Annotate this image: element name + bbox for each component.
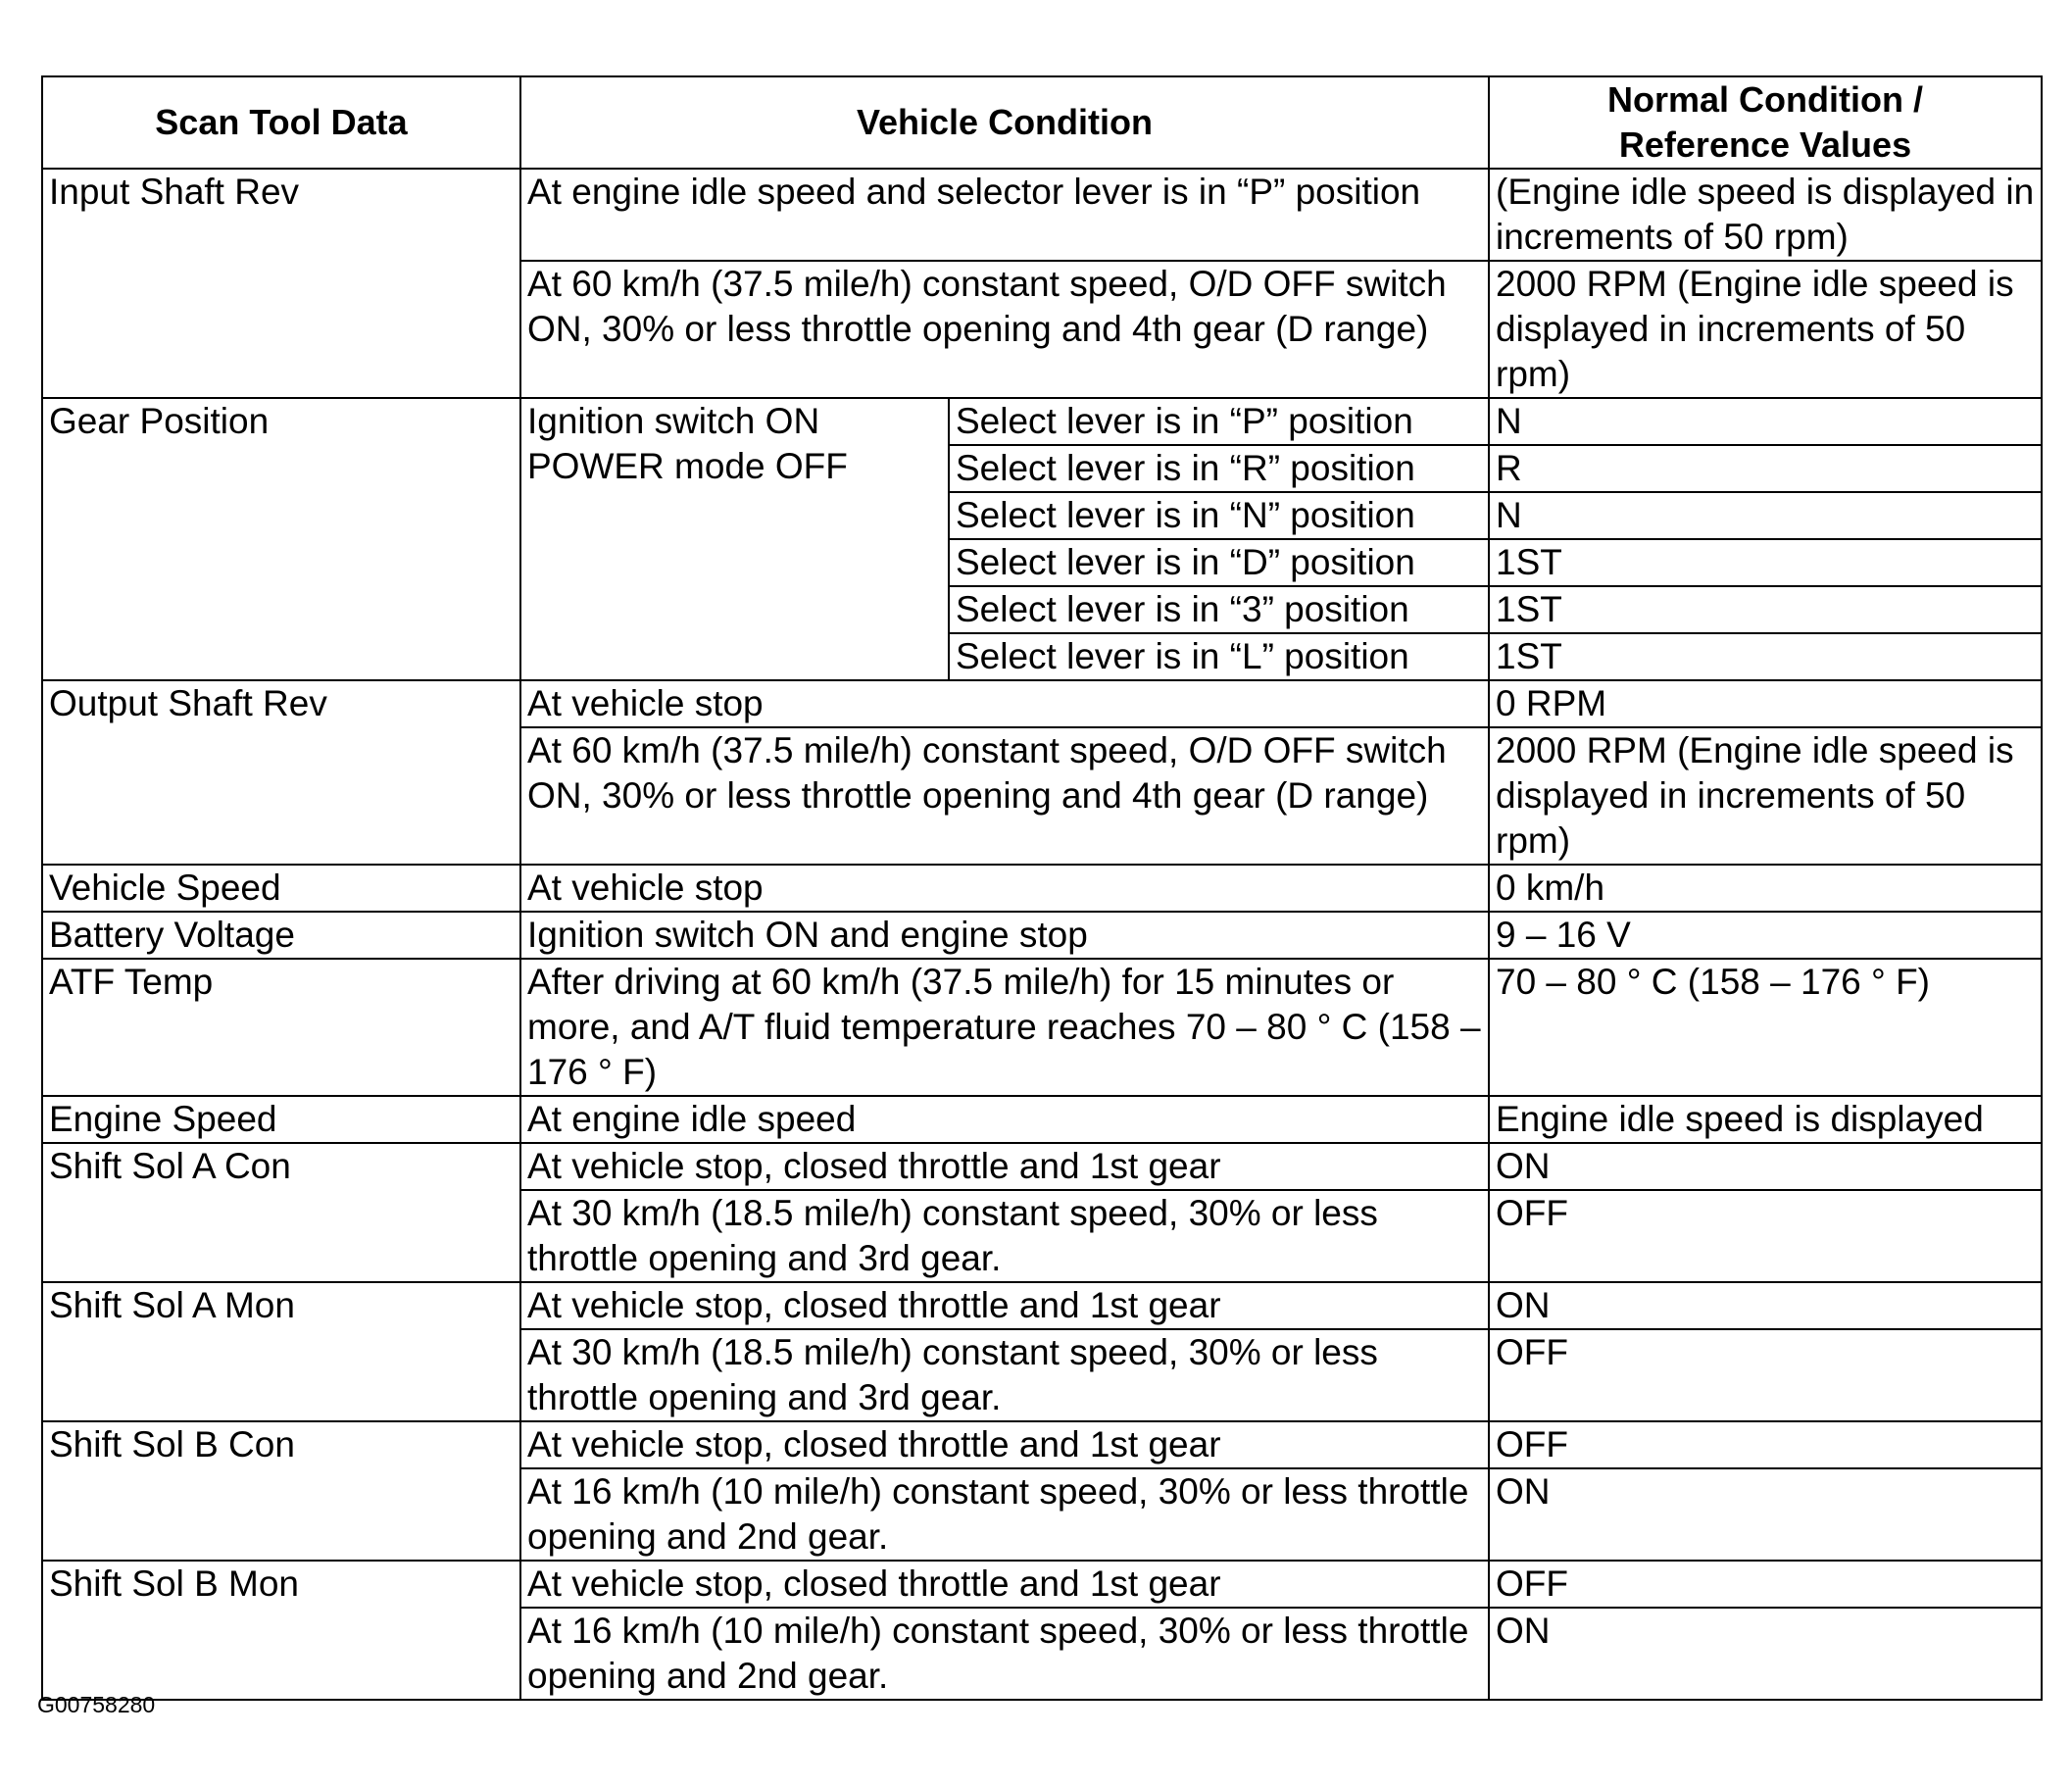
- value-cell: 2000 RPM (Engine idle speed is displayed in increments of 50 rpm): [1489, 261, 2042, 398]
- row-label-gear-position: Gear Position: [42, 398, 520, 680]
- condition-line: POWER mode OFF: [527, 446, 848, 486]
- subcondition-cell: Select lever is in “3” position: [949, 586, 1489, 633]
- value-cell: 2000 RPM (Engine idle speed is displayed in increments of 50 rpm): [1489, 727, 2042, 865]
- table-row: [42, 1561, 2042, 1608]
- condition-cell: At vehicle stop, closed throttle and 1st gear: [520, 1421, 1489, 1468]
- table-row: [42, 1421, 2042, 1468]
- table-row: [42, 865, 2042, 912]
- header-scan-tool-data: Scan Tool Data: [42, 76, 520, 169]
- row-label-shift-sol-b-mon: Shift Sol B Mon: [42, 1561, 520, 1700]
- condition-cell: At 16 km/h (10 mile/h) constant speed, 30% or less throttle opening and 2nd gear.: [520, 1468, 1489, 1561]
- value-cell: ON: [1489, 1608, 2042, 1700]
- value-cell: R: [1489, 445, 2042, 492]
- table-row: [42, 1096, 2042, 1143]
- value-cell: N: [1489, 398, 2042, 445]
- scan-tool-data-table: [41, 75, 2043, 1701]
- condition-cell: After driving at 60 km/h (37.5 mile/h) for 15 minutes or more, and A/T fluid temperature reaches 70 – 80 ° C (158 – 176 ° F): [520, 959, 1489, 1096]
- condition-cell: At engine idle speed: [520, 1096, 1489, 1143]
- row-label-battery-voltage: Battery Voltage: [42, 912, 520, 959]
- condition-cell: At 60 km/h (37.5 mile/h) constant speed, O/D OFF switch ON, 30% or less throttle opening and 4th gear (D range): [520, 261, 1489, 398]
- condition-cell: At vehicle stop: [520, 680, 1489, 727]
- subcondition-cell: Select lever is in “D” position: [949, 539, 1489, 586]
- subcondition-cell: Select lever is in “P” position: [949, 398, 1489, 445]
- row-label-engine-speed: Engine Speed: [42, 1096, 520, 1143]
- value-cell: OFF: [1489, 1421, 2042, 1468]
- table-row: [42, 169, 2042, 261]
- value-cell: 0 km/h: [1489, 865, 2042, 912]
- value-cell: 1ST: [1489, 633, 2042, 680]
- value-cell: OFF: [1489, 1190, 2042, 1282]
- condition-line: Ignition switch ON: [527, 401, 820, 441]
- table-row: [42, 398, 2042, 445]
- value-cell: ON: [1489, 1143, 2042, 1190]
- condition-cell: At 60 km/h (37.5 mile/h) constant speed, O/D OFF switch ON, 30% or less throttle opening and 4th gear (D range): [520, 727, 1489, 865]
- subcondition-cell: Select lever is in “R” position: [949, 445, 1489, 492]
- row-label-shift-sol-a-mon: Shift Sol A Mon: [42, 1282, 520, 1421]
- condition-cell: At 16 km/h (10 mile/h) constant speed, 30% or less throttle opening and 2nd gear.: [520, 1608, 1489, 1700]
- value-cell: N: [1489, 492, 2042, 539]
- row-label-shift-sol-b-con: Shift Sol B Con: [42, 1421, 520, 1561]
- value-cell: OFF: [1489, 1561, 2042, 1608]
- table-row: [42, 680, 2042, 727]
- value-cell: 1ST: [1489, 586, 2042, 633]
- table-row: [42, 1282, 2042, 1329]
- subcondition-cell: Select lever is in “L” position: [949, 633, 1489, 680]
- condition-cell: At vehicle stop, closed throttle and 1st gear: [520, 1143, 1489, 1190]
- row-label-output-shaft-rev: Output Shaft Rev: [42, 680, 520, 865]
- condition-cell: At vehicle stop, closed throttle and 1st gear: [520, 1561, 1489, 1608]
- row-label-input-shaft-rev: Input Shaft Rev: [42, 169, 520, 398]
- header-normal-condition-line1: Normal Condition /: [1607, 79, 1923, 120]
- value-cell: 9 – 16 V: [1489, 912, 2042, 959]
- value-cell: Engine idle speed is displayed: [1489, 1096, 2042, 1143]
- value-cell: 1ST: [1489, 539, 2042, 586]
- condition-cell: At 30 km/h (18.5 mile/h) constant speed, 30% or less throttle opening and 3rd gear.: [520, 1190, 1489, 1282]
- header-normal-condition: [1489, 76, 2042, 169]
- condition-cell: Ignition switch ON and engine stop: [520, 912, 1489, 959]
- value-cell: ON: [1489, 1468, 2042, 1561]
- condition-cell: At 30 km/h (18.5 mile/h) constant speed, 30% or less throttle opening and 3rd gear.: [520, 1329, 1489, 1421]
- condition-cell-ignition: [520, 398, 949, 680]
- table-row: [42, 912, 2042, 959]
- header-normal-condition-line2: Reference Values: [1618, 124, 1912, 165]
- subcondition-cell: Select lever is in “N” position: [949, 492, 1489, 539]
- condition-cell: At engine idle speed and selector lever is in “P” position: [520, 169, 1489, 261]
- row-label-vehicle-speed: Vehicle Speed: [42, 865, 520, 912]
- value-cell: 70 – 80 ° C (158 – 176 ° F): [1489, 959, 2042, 1096]
- table-row: [42, 959, 2042, 1096]
- header-row: [42, 76, 2042, 169]
- value-cell: 0 RPM: [1489, 680, 2042, 727]
- row-label-shift-sol-a-con: Shift Sol A Con: [42, 1143, 520, 1282]
- condition-cell: At vehicle stop, closed throttle and 1st gear: [520, 1282, 1489, 1329]
- header-vehicle-condition: Vehicle Condition: [520, 76, 1489, 169]
- table-row: [42, 1143, 2042, 1190]
- value-cell: OFF: [1489, 1329, 2042, 1421]
- condition-cell: At vehicle stop: [520, 865, 1489, 912]
- row-label-atf-temp: ATF Temp: [42, 959, 520, 1096]
- value-cell: (Engine idle speed is displayed in increments of 50 rpm): [1489, 169, 2042, 261]
- value-cell: ON: [1489, 1282, 2042, 1329]
- figure-id: G00758280: [37, 1692, 156, 1717]
